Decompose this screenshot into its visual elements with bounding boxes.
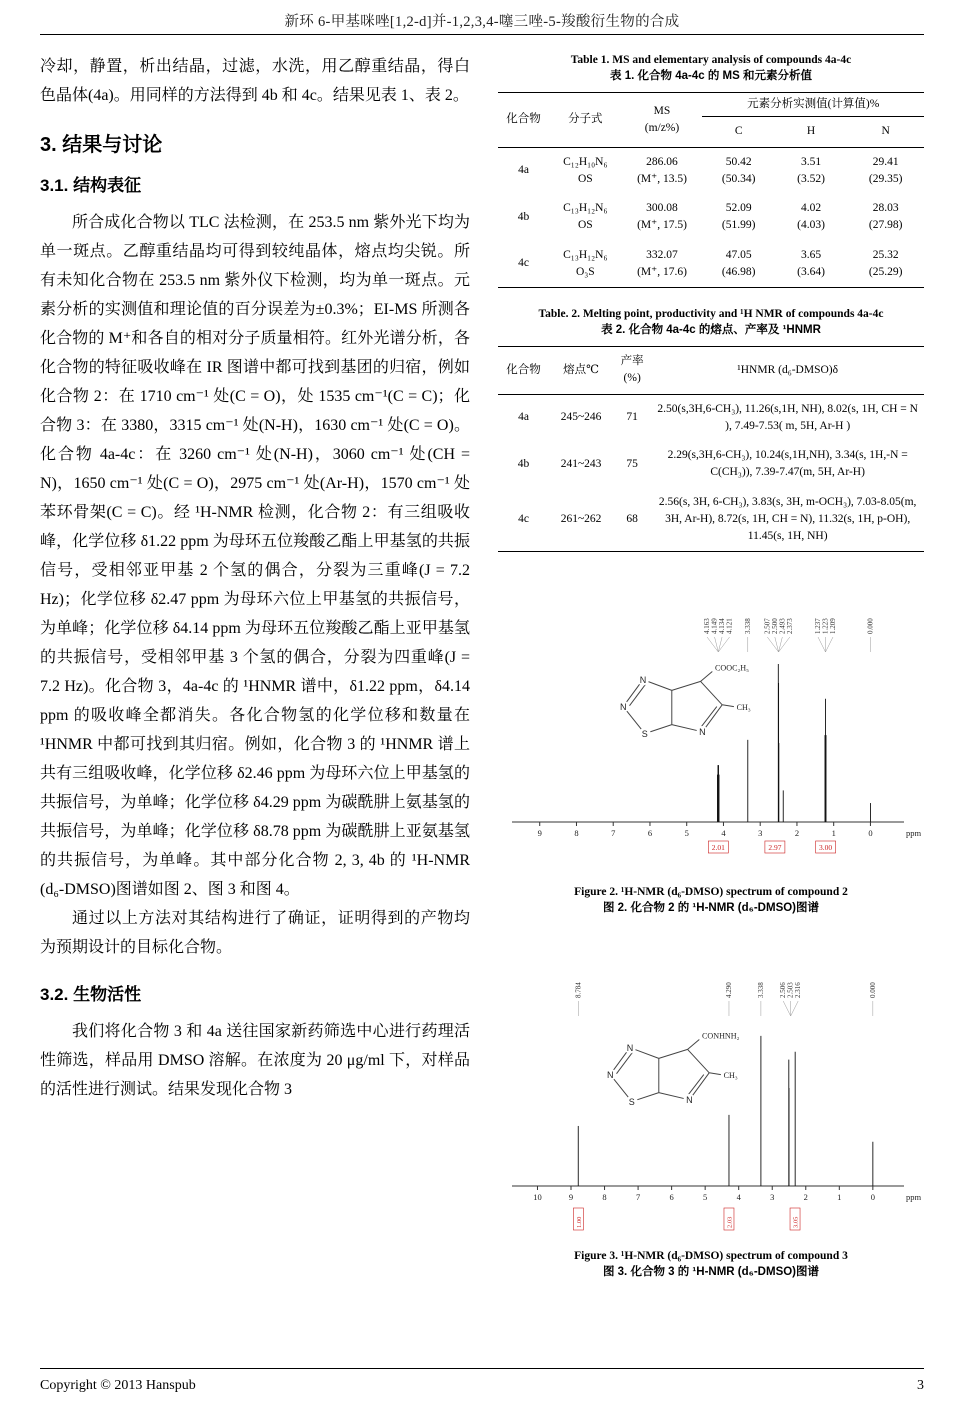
svg-text:1.00: 1.00 bbox=[575, 1216, 583, 1229]
molecular-structure bbox=[604, 1032, 739, 1108]
table2-caption bbox=[498, 306, 924, 338]
figure3-caption bbox=[498, 1248, 924, 1280]
two-column-layout bbox=[40, 52, 924, 1290]
molecular-structure bbox=[617, 664, 750, 740]
paragraph-intro: 冷却，静置，析出结晶，过滤，水洗，用乙醇重结晶，得白色晶体(4a)。用同样的方法得到 4b 和 4c。结果见表 1、表 2。 bbox=[40, 58, 470, 104]
svg-text:S: S bbox=[641, 729, 648, 739]
footer-rule bbox=[40, 1368, 924, 1369]
substituent-top-label: COOC₂H₅ bbox=[715, 663, 749, 673]
peak-shift-labels bbox=[574, 982, 877, 1016]
cell-formula: C₁₂H₁₀N₆ OS bbox=[563, 155, 608, 185]
cell-h: 4.02 (4.03) bbox=[797, 202, 825, 232]
svg-text:0.000: 0.000 bbox=[866, 618, 875, 635]
melting-point-nmr-table bbox=[498, 346, 924, 552]
col-yield: 产率 (%) bbox=[613, 347, 651, 395]
cell-compound: 4c bbox=[518, 512, 529, 525]
left-column bbox=[40, 52, 470, 1290]
ms-analysis-table bbox=[498, 92, 924, 288]
col-n: N bbox=[847, 117, 924, 147]
col-elemental-analysis: 元素分析实测值(计算值)% bbox=[702, 93, 924, 117]
figure3-nmr-spectrum bbox=[498, 942, 924, 1242]
axis-unit-label: ppm bbox=[906, 1192, 922, 1203]
col-compound: 化合物 bbox=[498, 93, 549, 148]
svg-text:5: 5 bbox=[703, 1192, 708, 1203]
cell-hnmr: 2.56(s, 3H, 6-CH₃), 3.83(s, 3H, m-OCH₃), 7.03-8.05(m, 3H, Ar-H), 8.72(s, 1H, CH = N), 11.32(s, 1H, p-OH), 11.45(s, 1H, NH) bbox=[658, 495, 917, 542]
axis-unit-label: ppm bbox=[906, 828, 922, 839]
cell-yield: 68 bbox=[626, 512, 638, 525]
svg-text:3.338: 3.338 bbox=[743, 618, 752, 635]
substituent-right-label: CH₃ bbox=[736, 703, 751, 713]
figure2-caption-en: Figure 2. ¹H-NMR (d₆-DMSO) spectrum of compound 2 bbox=[574, 886, 848, 899]
cell-compound: 4b bbox=[517, 457, 530, 470]
svg-text:4.290: 4.290 bbox=[724, 982, 733, 999]
table1-caption-en: Table 1. MS and elementary analysis of compounds 4a-4c bbox=[570, 54, 852, 66]
footer-copyright: Copyright © 2013 Hanspub bbox=[40, 1378, 196, 1393]
col-formula: 分子式 bbox=[549, 93, 621, 148]
svg-text:4: 4 bbox=[721, 828, 726, 839]
cell-n: 29.41 (29.35) bbox=[868, 155, 903, 185]
cell-formula: C₁₃H₁₂N₆ O₃S bbox=[563, 248, 608, 278]
svg-text:2.316: 2.316 bbox=[794, 982, 803, 999]
table1-row-4c bbox=[498, 241, 924, 288]
svg-text:2.493: 2.493 bbox=[778, 618, 787, 635]
table1-container bbox=[498, 92, 924, 288]
svg-text:N: N bbox=[639, 675, 647, 685]
svg-text:6: 6 bbox=[647, 828, 653, 839]
figure2-caption-zh: 图 2. 化合物 2 的 ¹H-NMR (d₆-DMSO)图谱 bbox=[602, 902, 820, 915]
cell-ms: 300.08 (M⁺, 17.5) bbox=[637, 202, 687, 232]
svg-text:7: 7 bbox=[611, 828, 616, 839]
table1-caption-zh: 表 1. 化合物 4a-4c 的 MS 和元素分析值 bbox=[610, 70, 812, 82]
col-c: C bbox=[702, 117, 774, 147]
cell-ms: 286.06 (M⁺, 13.5) bbox=[637, 155, 687, 185]
section-3-2-heading: 3.2. 生物活性 bbox=[40, 985, 142, 1004]
cell-yield: 75 bbox=[626, 457, 638, 470]
svg-text:N: N bbox=[699, 727, 706, 738]
svg-text:6: 6 bbox=[669, 1192, 674, 1203]
svg-text:4.121: 4.121 bbox=[725, 618, 734, 635]
svg-text:1: 1 bbox=[837, 1192, 842, 1203]
cell-yield: 71 bbox=[626, 411, 638, 424]
header-rule bbox=[40, 34, 924, 35]
svg-text:3: 3 bbox=[758, 828, 763, 839]
cell-h: 3.51 (3.52) bbox=[797, 155, 825, 185]
cell-melting-point: 261~262 bbox=[560, 512, 602, 525]
svg-text:3: 3 bbox=[770, 1192, 775, 1203]
svg-text:N: N bbox=[686, 1095, 693, 1106]
col-h: H bbox=[775, 117, 847, 147]
figure2-nmr-spectrum bbox=[498, 578, 924, 878]
figure2-caption bbox=[498, 884, 924, 916]
svg-text:7: 7 bbox=[635, 1192, 641, 1203]
svg-text:N: N bbox=[606, 1070, 614, 1080]
table2-caption-en: Table. 2. Melting point, productivity and ¹H NMR of compounds 4a-4c bbox=[538, 308, 884, 320]
svg-text:3.00: 3.00 bbox=[819, 843, 833, 853]
svg-text:2.01: 2.01 bbox=[711, 843, 725, 853]
cell-melting-point: 245~246 bbox=[560, 411, 602, 424]
cell-compound: 4b bbox=[517, 210, 530, 223]
table2-row-4a bbox=[498, 394, 924, 441]
svg-text:3.338: 3.338 bbox=[756, 982, 765, 999]
svg-text:2.97: 2.97 bbox=[768, 843, 782, 853]
svg-text:2.03: 2.03 bbox=[726, 1216, 734, 1229]
cell-ms: 332.07 (M⁺, 17.6) bbox=[637, 248, 687, 278]
figure3-caption-en: Figure 3. ¹H-NMR (d₆-DMSO) spectrum of compound 3 bbox=[574, 1250, 848, 1263]
svg-text:2.500: 2.500 bbox=[770, 618, 779, 635]
svg-text:2.373: 2.373 bbox=[785, 618, 794, 635]
cell-hnmr: 2.50(s,3H,6-CH₃), 11.26(s,1H, NH), 8.02(s, 1H, CH = N ), 7.49-7.53( m, 5H, Ar-H ) bbox=[657, 402, 918, 432]
svg-text:9: 9 bbox=[568, 1192, 574, 1203]
svg-text:2.506: 2.506 bbox=[779, 982, 788, 999]
svg-text:S: S bbox=[628, 1097, 635, 1107]
table1-caption bbox=[498, 52, 924, 84]
svg-text:8.784: 8.784 bbox=[574, 982, 583, 999]
svg-text:4: 4 bbox=[736, 1192, 741, 1203]
spectrum-axis bbox=[512, 1186, 904, 1202]
section-3-1-heading: 3.1. 结构表征 bbox=[40, 176, 142, 195]
table2-caption-zh: 表 2. 化合物 4a-4c 的熔点、产率及 ¹HNMR bbox=[601, 324, 821, 336]
col-hnmr: ¹HNMR (d₆-DMSO)δ bbox=[651, 347, 924, 395]
col-melting-point: 熔点℃ bbox=[549, 347, 613, 395]
svg-text:2: 2 bbox=[794, 828, 800, 839]
svg-text:1.209: 1.209 bbox=[828, 618, 837, 635]
col-ms: MS (m/z%) bbox=[622, 93, 703, 148]
cell-n: 25.32 (25.29) bbox=[868, 248, 903, 278]
cell-c: 47.05 (46.98) bbox=[721, 248, 756, 278]
svg-text:1.237: 1.237 bbox=[813, 618, 822, 635]
paragraph-bioactivity: 我们将化合物 3 和 4a 送往国家新药筛选中心进行药理活性筛选，样品用 DMSO 溶解。在浓度为 20 μg/ml 下，对样品的活性进行测试。结果发现化合物 3 bbox=[40, 1023, 470, 1098]
spectrum-peaks bbox=[717, 664, 870, 822]
page-footer bbox=[40, 1378, 924, 1394]
figure3-caption-zh: 图 3. 化合物 3 的 ¹H-NMR (d₆-DMSO)图谱 bbox=[602, 1266, 820, 1279]
substituent-top-label: CONHNH₂ bbox=[702, 1031, 740, 1041]
cell-h: 3.65 (3.64) bbox=[797, 248, 825, 278]
table2-row-4b bbox=[498, 441, 924, 488]
svg-text:9: 9 bbox=[537, 828, 542, 839]
svg-text:2: 2 bbox=[803, 1192, 808, 1203]
svg-text:3.05: 3.05 bbox=[792, 1216, 800, 1229]
peak-shift-labels bbox=[703, 618, 874, 652]
cell-compound: 4a bbox=[518, 164, 529, 177]
running-head: 新环 6-甲基咪唑[1,2-d]并-1,2,3,4-噻三唑-5-羧酸衍生物的合成 bbox=[284, 14, 680, 30]
svg-text:0: 0 bbox=[868, 828, 873, 839]
cell-compound: 4c bbox=[518, 257, 529, 270]
svg-text:1.223: 1.223 bbox=[821, 618, 830, 635]
svg-text:4.149: 4.149 bbox=[710, 618, 719, 635]
cell-c: 52.09 (51.99) bbox=[721, 202, 756, 232]
integral-labels bbox=[708, 841, 835, 853]
svg-text:0.000: 0.000 bbox=[868, 982, 877, 999]
spectrum-axis bbox=[512, 822, 904, 838]
svg-text:1: 1 bbox=[831, 828, 836, 839]
cell-hnmr: 2.29(s,3H,6-CH₃), 10.24(s,1H,NH), 3.34(s, 1H,-N = C(CH₃)), 7.39-7.47(m, 5H, Ar-H) bbox=[667, 449, 908, 479]
paragraph-characterization: 所合成化合物以 TLC 法检测，在 253.5 nm 紫外光下均为单一斑点。乙醇重结晶均可得到较纯晶体，熔点均尖锐。所有未知化合物在 253.5 nm 紫外仪下检测，均为单一斑点。元素分析的实测值和理论值的百分误差为±0.3%；EI-MS 所测各化合物的 M⁺和各自的相对分子质量相符。红外光谱分析，各化合物的特征吸收峰在 IR 图谱中都可找到基团的归宿，例如化合物 2：在 1710 cm⁻¹ 处(C = O)，处 1535 cm⁻¹(C = C)；化合物 3：在 3380，3315 cm⁻¹ 处(N-H)，1630 cm⁻¹ 处(C = O)。化合物 4a-4c：在 3260 cm⁻¹ 处(N-H)，3060 cm⁻¹ 处(CH = N)，1650 cm⁻¹ 处(C = O)，2975 cm⁻¹ 处(Ar-H)，1570 cm⁻¹ 处苯环骨架(C = C)。经 ¹H-NMR 检测，化合物 2：有三组吸收峰，化学位移 δ1.22 ppm 为母环五位羧酸乙酯上甲基氢的共振信号，受相邻亚甲基 2 个氢的偶合，分裂为三重峰(J = 7.2 Hz)；化学位移 δ2.47 ppm 为母环六位上甲基氢的共振信号，为单峰；化学位移 δ4.14 ppm 为母环五位羧酸乙酯上亚甲基氢的共振信号，受相邻甲基 3 个氢的偶合，分裂为四重峰(J = 7.2 Hz)。化合物 3，4a-4c 的 ¹HNMR 谱中，δ1.22 ppm，δ4.14 ppm 的吸收峰全都消失。各化合物氢的化学位移和数量在 ¹HNMR 中都可找到其归宿。例如，化合物 3 的 ¹HNMR 谱上共有三组吸收峰，化学位移 δ2.46 ppm 为母环六位上甲基氢的共振信号，为单峰；化学位移 δ4.29 ppm 为碳酰肼上氨基氢的共振信号，为单峰；化学位移 δ8.78 ppm 为碳酰肼上亚氨基氢的共振信号，为单峰。其中部分化合物 2, 3, 4b 的 ¹H-NMR (d₆-DMSO)图谱如图 2、图 3 和图 4。 bbox=[40, 214, 470, 898]
svg-text:8: 8 bbox=[574, 828, 579, 839]
cell-c: 50.42 (50.34) bbox=[721, 155, 756, 185]
svg-text:N: N bbox=[619, 702, 627, 712]
cell-melting-point: 241~243 bbox=[560, 457, 602, 470]
svg-text:0: 0 bbox=[870, 1192, 875, 1203]
svg-text:2.507: 2.507 bbox=[763, 618, 772, 635]
cell-n: 28.03 (27.98) bbox=[868, 202, 903, 232]
substituent-right-label: CH₃ bbox=[723, 1071, 738, 1081]
svg-text:5: 5 bbox=[684, 828, 689, 839]
svg-text:4.134: 4.134 bbox=[718, 618, 727, 635]
cell-formula: C₁₃H₁₂N₆ OS bbox=[563, 202, 608, 232]
section-3-heading: 3. 结果与讨论 bbox=[40, 134, 163, 156]
svg-text:8: 8 bbox=[602, 1192, 607, 1203]
svg-text:4.163: 4.163 bbox=[703, 618, 712, 635]
table1-row-4b bbox=[498, 194, 924, 241]
svg-text:2.503: 2.503 bbox=[786, 982, 795, 999]
cell-compound: 4a bbox=[518, 411, 529, 424]
table1-row-4a bbox=[498, 147, 924, 194]
svg-text:10: 10 bbox=[533, 1192, 542, 1203]
paragraph-confirmation: 通过以上方法对其结构进行了确证，证明得到的产物均为预期设计的目标化合物。 bbox=[40, 910, 470, 956]
integral-labels bbox=[573, 1208, 800, 1230]
table2-row-4c bbox=[498, 488, 924, 552]
col-compound: 化合物 bbox=[498, 347, 549, 395]
right-column bbox=[498, 52, 924, 1290]
table2-container bbox=[498, 346, 924, 552]
svg-text:N: N bbox=[626, 1043, 634, 1053]
footer-page-number: 3 bbox=[917, 1378, 924, 1393]
